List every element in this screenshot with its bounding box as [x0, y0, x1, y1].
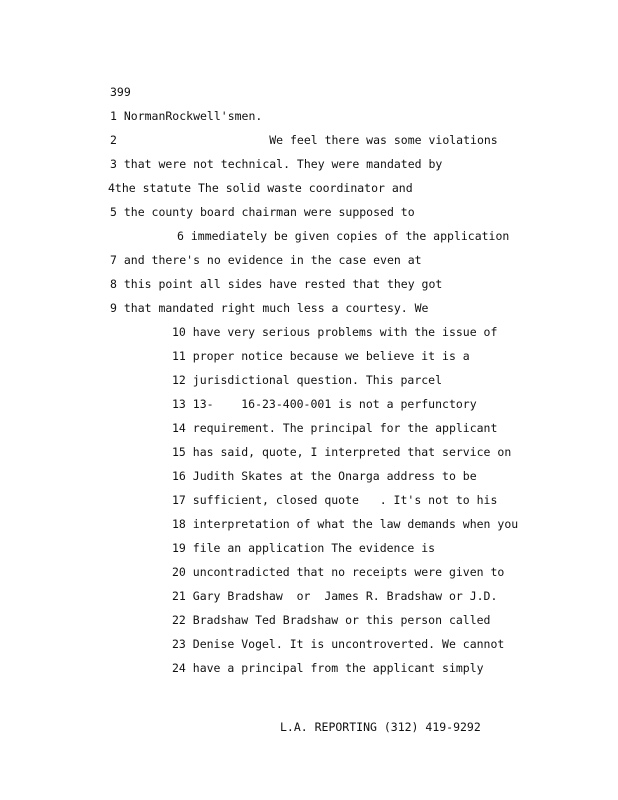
transcript-line-3: 3 that were not technical. They were mandated by [110, 157, 443, 171]
transcript-line-8: 8 this point all sides have rested that they got [110, 277, 443, 291]
transcript-line-23: 23 Denise Vogel. It is uncontroverted. We cannot [172, 637, 505, 651]
page-number: 399 [110, 85, 131, 99]
transcript-line-5: 5 the county board chairman were supposed to [110, 205, 415, 219]
transcript-line-19: 19 file an application The evidence is [172, 541, 436, 555]
transcript-line-13: 13 13- 16-23-400-001 is not a perfunctory [172, 397, 477, 411]
transcript-line-4: 4the statute The solid waste coordinator and [108, 181, 413, 195]
transcript-line-6: 6 immediately be given copies of the application [177, 229, 510, 243]
reporter-footer: L.A. REPORTING (312) 419-9292 [280, 720, 481, 734]
transcript-line-7: 7 and there's no evidence in the case even at [110, 253, 422, 267]
transcript-line-11: 11 proper notice because we believe it is a [172, 349, 470, 363]
transcript-line-17: 17 sufficient, closed quote . It's not to his [172, 493, 498, 507]
transcript-line-9: 9 that mandated right much less a courtesy. We [110, 301, 429, 315]
transcript-line-21: 21 Gary Bradshaw or James R. Bradshaw or J.D. [172, 589, 498, 603]
transcript-line-12: 12 jurisdictional question. This parcel [172, 373, 443, 387]
transcript-line-15: 15 has said, quote, I interpreted that service on [172, 445, 512, 459]
transcript-line-16: 16 Judith Skates at the Onarga address to be [172, 469, 477, 483]
transcript-line-2: 2 We feel there was some violations [110, 133, 498, 147]
transcript-line-22: 22 Bradshaw Ted Bradshaw or this person called [172, 613, 491, 627]
transcript-line-20: 20 uncontradicted that no receipts were given to [172, 565, 505, 579]
transcript-line-18: 18 interpretation of what the law demands when you [172, 517, 519, 531]
transcript-line-10: 10 have very serious problems with the issue of [172, 325, 498, 339]
transcript-line-14: 14 requirement. The principal for the applicant [172, 421, 498, 435]
transcript-line-1: 1 NormanRockwell'smen. [110, 109, 263, 123]
transcript-line-24: 24 have a principal from the applicant simply [172, 661, 484, 675]
